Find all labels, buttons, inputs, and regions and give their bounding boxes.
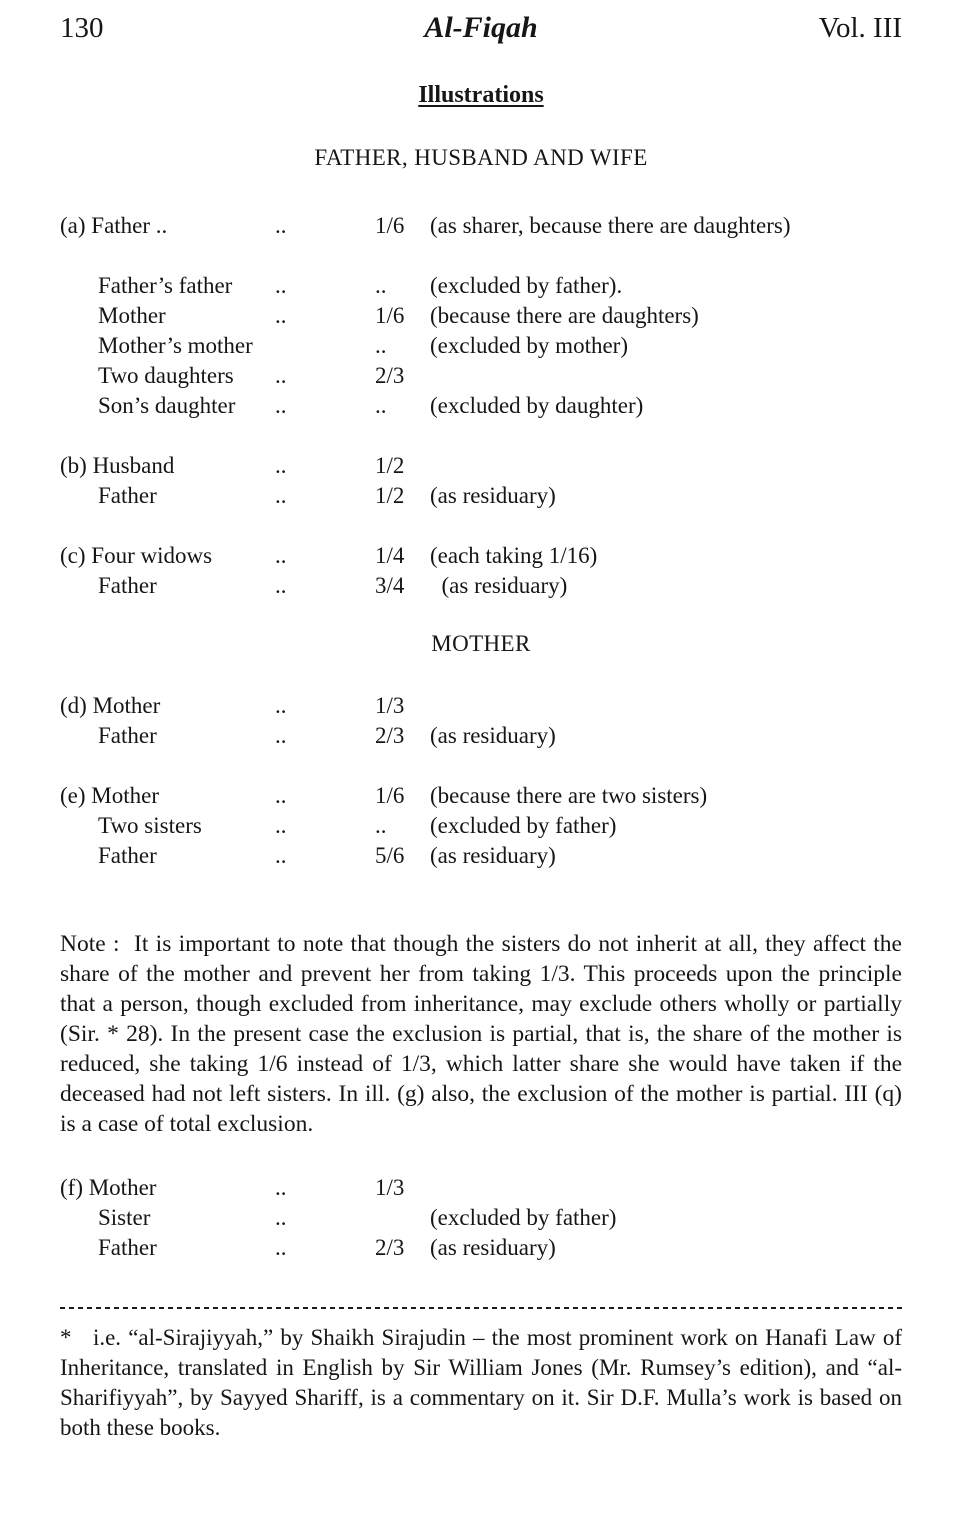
illustration-group-e bbox=[60, 781, 902, 871]
leader-dots: .. bbox=[275, 783, 287, 808]
table-row bbox=[60, 691, 902, 721]
share-value: 2/3 bbox=[375, 1235, 405, 1260]
leader-dots: .. bbox=[275, 363, 287, 388]
share-remark: (as sharer, because there are daughters) bbox=[430, 213, 791, 238]
leader-dots bbox=[275, 331, 375, 361]
heir-label: Two daughters bbox=[98, 363, 234, 388]
share-value: 1/3 bbox=[375, 693, 405, 718]
share-remark: (as residuary) bbox=[430, 573, 568, 598]
share-remark: (excluded by mother) bbox=[430, 333, 628, 358]
illustration-group-b bbox=[60, 451, 902, 511]
page-header bbox=[60, 10, 902, 46]
share-value: 1/2 bbox=[375, 453, 405, 478]
leader-dots: .. bbox=[275, 843, 287, 868]
illustration-group-f bbox=[60, 1173, 902, 1263]
section-heading-father-husband-wife: FATHER, HUSBAND AND WIFE bbox=[314, 145, 648, 170]
table-row bbox=[60, 541, 902, 571]
leader-dots: .. bbox=[275, 273, 287, 298]
leader-dots: .. bbox=[275, 1205, 287, 1230]
share-value: 1/6 bbox=[375, 303, 405, 328]
table-row bbox=[60, 721, 902, 751]
share-value: 1/3 bbox=[375, 1175, 405, 1200]
footnote-separator bbox=[60, 1307, 902, 1309]
leader-dots: .. bbox=[275, 573, 287, 598]
leader-dots: .. bbox=[275, 693, 287, 718]
share-remark: (as residuary) bbox=[430, 723, 556, 748]
share-value: .. bbox=[375, 333, 387, 358]
share-value: 1/2 bbox=[375, 483, 405, 508]
heir-label: Father’s father bbox=[98, 273, 233, 298]
share-value: .. bbox=[375, 273, 387, 298]
share-remark bbox=[430, 451, 902, 481]
share-value: .. bbox=[375, 813, 387, 838]
table-row bbox=[60, 331, 902, 361]
share-value: 3/4 bbox=[375, 573, 405, 598]
heir-label: Mother bbox=[98, 303, 166, 328]
share-remark: (excluded by father). bbox=[430, 273, 623, 298]
share-remark: (excluded by father) bbox=[430, 813, 617, 838]
heir-label: (b) Husband bbox=[60, 453, 175, 478]
share-remark: (each taking 1/16) bbox=[430, 543, 598, 568]
leader-dots: .. bbox=[275, 393, 287, 418]
table-row bbox=[60, 271, 902, 301]
heir-label: Father bbox=[98, 723, 157, 748]
share-remark bbox=[430, 691, 902, 721]
heir-label: Father bbox=[98, 573, 157, 598]
heir-label: Father bbox=[98, 483, 157, 508]
share-remark: (excluded by daughter) bbox=[430, 393, 644, 418]
share-value: 1/4 bbox=[375, 543, 405, 568]
heir-label: (f) Mother bbox=[60, 1175, 157, 1200]
share-remark: (because there are daughters) bbox=[430, 303, 699, 328]
illustration-group-a bbox=[60, 211, 902, 241]
leader-dots: .. bbox=[275, 813, 287, 838]
volume-label: Vol. III bbox=[818, 12, 903, 44]
leader-dots: .. bbox=[275, 483, 287, 508]
table-row bbox=[60, 1203, 902, 1233]
heir-label: (a) Father .. bbox=[60, 213, 168, 238]
table-row bbox=[60, 361, 902, 391]
table-row bbox=[60, 211, 902, 241]
share-remark bbox=[430, 1173, 902, 1203]
leader-dots: .. bbox=[275, 213, 287, 238]
heir-label: Two sisters bbox=[98, 813, 202, 838]
leader-dots: .. bbox=[275, 303, 287, 328]
illustration-group-d bbox=[60, 691, 902, 751]
table-row bbox=[60, 811, 902, 841]
table-row bbox=[60, 1173, 902, 1203]
share-value: 1/6 bbox=[375, 213, 405, 238]
share-remark: (excluded by father) bbox=[430, 1205, 617, 1230]
book-title: Al-Fiqah bbox=[424, 11, 538, 44]
share-remark: (as residuary) bbox=[430, 483, 556, 508]
heir-label: (c) Four widows bbox=[60, 543, 213, 568]
illustration-group-c bbox=[60, 541, 902, 601]
section-heading-mother: MOTHER bbox=[431, 631, 531, 656]
table-row bbox=[60, 781, 902, 811]
share-remark: (as residuary) bbox=[430, 1235, 556, 1260]
table-row bbox=[60, 481, 902, 511]
leader-dots: .. bbox=[275, 1175, 287, 1200]
share-remark: (as residuary) bbox=[430, 843, 556, 868]
leader-dots: .. bbox=[275, 543, 287, 568]
heir-label: Mother’s mother bbox=[98, 333, 253, 358]
leader-dots: .. bbox=[275, 1235, 287, 1260]
heir-label: (d) Mother bbox=[60, 693, 161, 718]
table-row bbox=[60, 391, 902, 421]
share-remark bbox=[430, 361, 902, 391]
share-value: 2/3 bbox=[375, 363, 405, 388]
share-value: 5/6 bbox=[375, 843, 405, 868]
note-paragraph: Note : It is important to note that though the sisters do not inherit at all, they affect the share of the mother and prevent her from taking 1/3. This proceeds upon the principle that a person, though excluded from inheritance, may exclude others wholly or partially (Sir. * 28). In the present case the exclusion is partial, that is, the share of the mother is reduced, she taking 1/6 instead of 1/3, which latter share she would have taken if the deceased had not left sisters. In ill. (g) also, the exclusion of the mother is partial. III (q) is a case of total exclusion. bbox=[60, 931, 902, 1137]
heir-label: (e) Mother bbox=[60, 783, 159, 808]
table-row bbox=[60, 1233, 902, 1263]
share-value: 2/3 bbox=[375, 723, 405, 748]
heir-label: Sister bbox=[98, 1205, 151, 1230]
table-row bbox=[60, 301, 902, 331]
heir-label: Father bbox=[98, 843, 157, 868]
share-value bbox=[375, 1203, 430, 1233]
leader-dots: .. bbox=[275, 453, 287, 478]
heir-label: Father bbox=[98, 1235, 157, 1260]
table-row bbox=[60, 451, 902, 481]
leader-dots: .. bbox=[275, 723, 287, 748]
table-row bbox=[60, 571, 902, 601]
share-value: .. bbox=[375, 393, 387, 418]
share-value: 1/6 bbox=[375, 783, 405, 808]
illustrations-heading: Illustrations bbox=[418, 82, 544, 108]
heir-label: Son’s daughter bbox=[98, 393, 236, 418]
share-remark: (because there are two sisters) bbox=[430, 783, 708, 808]
footnote-text: * i.e. “al-Sirajiyyah,” by Shaikh Sirajudin – the most prominent work on Hanafi Law of Inheritance, translated in English by Sir William Jones (Mr. Rumsey’s edition), and “al-Sharifiyyah”, by Sayyed Shariff, is a commentary on it. Sir D.F. Mulla’s work is based on both these books. bbox=[60, 1325, 902, 1440]
table-row bbox=[60, 841, 902, 871]
illustrations-table bbox=[60, 211, 902, 871]
illustration-group-a-sub bbox=[60, 271, 902, 421]
page-number: 130 bbox=[60, 12, 104, 44]
